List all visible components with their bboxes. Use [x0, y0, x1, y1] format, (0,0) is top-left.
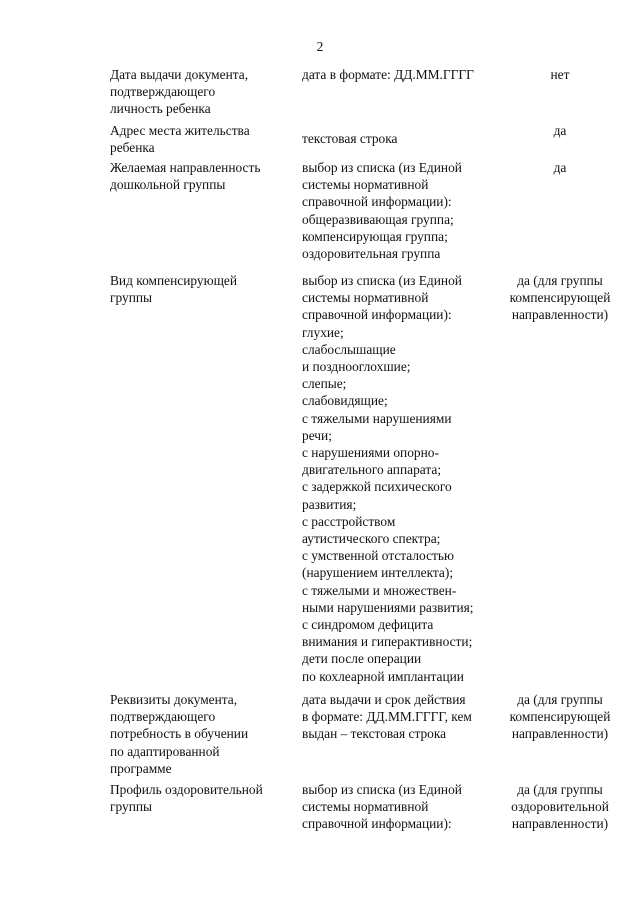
text-line: с нарушениями опорно- — [302, 445, 439, 461]
text-line: направленности) — [511, 816, 609, 832]
text-line: да (для группы — [517, 692, 603, 707]
text-line: с тяжелыми и множествен- — [302, 582, 457, 598]
text-line: группы — [110, 799, 153, 815]
row-field-name — [110, 159, 290, 193]
text-line: ными нарушениями развития; — [302, 599, 474, 615]
text-line: да (для группы — [517, 782, 603, 797]
text-line: с расстройством — [302, 513, 396, 529]
row-field-name — [110, 272, 290, 306]
text-line: оздоровительная группа — [302, 246, 441, 262]
text-line: компенсирующей — [509, 709, 611, 725]
text-line: глухие; — [302, 324, 344, 340]
row-field-name — [110, 691, 290, 777]
text-line: с задержкой психического — [302, 479, 452, 495]
text-line: Реквизиты документа, — [110, 692, 238, 707]
text-line: с синдромом дефицита — [302, 617, 434, 633]
text-line: да — [553, 123, 567, 138]
text-line: справочной информации): — [302, 307, 452, 323]
text-line: направленности) — [511, 726, 609, 742]
row-format — [302, 691, 502, 743]
text-line: Вид компенсирующей — [110, 273, 238, 288]
row-format — [302, 159, 502, 262]
text-line: выдан – текстовая строка — [302, 726, 447, 742]
text-line: дошкольной группы — [110, 177, 226, 193]
text-line: системы нормативной — [302, 290, 429, 306]
row-required — [500, 272, 620, 324]
text-line: развития; — [302, 496, 357, 512]
row-format — [302, 781, 502, 833]
row-field-name — [110, 781, 290, 815]
text-line: по кохлеарной имплантации — [302, 668, 464, 684]
text-line: дата выдачи и срок действия — [302, 692, 466, 707]
row-field-name — [110, 122, 290, 156]
text-line: направленности) — [511, 307, 609, 323]
text-line: группы — [110, 290, 153, 306]
text-line: системы нормативной — [302, 799, 429, 815]
text-line: дети после операции — [302, 651, 422, 667]
row-required — [500, 66, 620, 83]
row-required — [500, 159, 620, 176]
text-line: двигательного аппарата; — [302, 462, 442, 478]
text-line: по адаптированной — [110, 743, 220, 759]
text-line: дата в формате: ДД.ММ.ГГГГ — [302, 67, 474, 82]
text-line: компенсирующей — [509, 290, 611, 306]
text-line: текстовая строка — [302, 131, 398, 146]
text-line: системы нормативной — [302, 177, 429, 193]
text-line: подтверждающего — [110, 709, 216, 725]
row-required — [500, 691, 620, 743]
text-line: справочной информации): — [302, 194, 452, 210]
text-line: аутистического спектра; — [302, 531, 441, 547]
text-line: Профиль оздоровительной — [110, 782, 263, 797]
text-line: потребность в обучении — [110, 726, 249, 742]
row-format — [302, 272, 502, 685]
text-line: программе — [110, 760, 172, 776]
row-format — [302, 66, 502, 83]
text-line: Дата выдачи документа, — [110, 67, 249, 82]
text-line: Желаемая направленность — [110, 160, 261, 175]
row-required — [500, 122, 620, 139]
text-line: и позднооглохшие; — [302, 359, 411, 375]
text-line: слабовидящие; — [302, 393, 388, 409]
text-line: нет — [550, 67, 570, 82]
text-line: выбор из списка (из Единой — [302, 782, 462, 797]
page-number: 2 — [316, 39, 324, 54]
row-format — [302, 130, 502, 147]
text-line: слабослышащие — [302, 341, 396, 357]
text-line: внимания и гиперактивности; — [302, 634, 473, 650]
row-field-name — [110, 66, 290, 118]
text-line: подтверждающего — [110, 84, 216, 100]
row-required — [500, 781, 620, 833]
text-line: слепые; — [302, 376, 347, 392]
text-line: общеразвивающая группа; — [302, 211, 454, 227]
text-line: компенсирующая группа; — [302, 228, 448, 244]
text-line: (нарушением интеллекта); — [302, 565, 454, 581]
text-line: с умственной отсталостью — [302, 548, 454, 564]
text-line: да (для группы — [517, 273, 603, 288]
text-line: выбор из списка (из Единой — [302, 160, 462, 175]
text-line: в формате: ДД.ММ.ГГГГ, кем — [302, 709, 472, 725]
text-line: да — [553, 160, 567, 175]
text-line: Адрес места жительства — [110, 123, 250, 138]
text-line: ребенка — [110, 140, 155, 156]
text-line: выбор из списка (из Единой — [302, 273, 462, 288]
text-line: личность ребенка — [110, 101, 211, 117]
text-line: речи; — [302, 427, 332, 443]
text-line: оздоровительной — [511, 799, 609, 815]
text-line: с тяжелыми нарушениями — [302, 410, 452, 426]
text-line: справочной информации): — [302, 816, 452, 832]
